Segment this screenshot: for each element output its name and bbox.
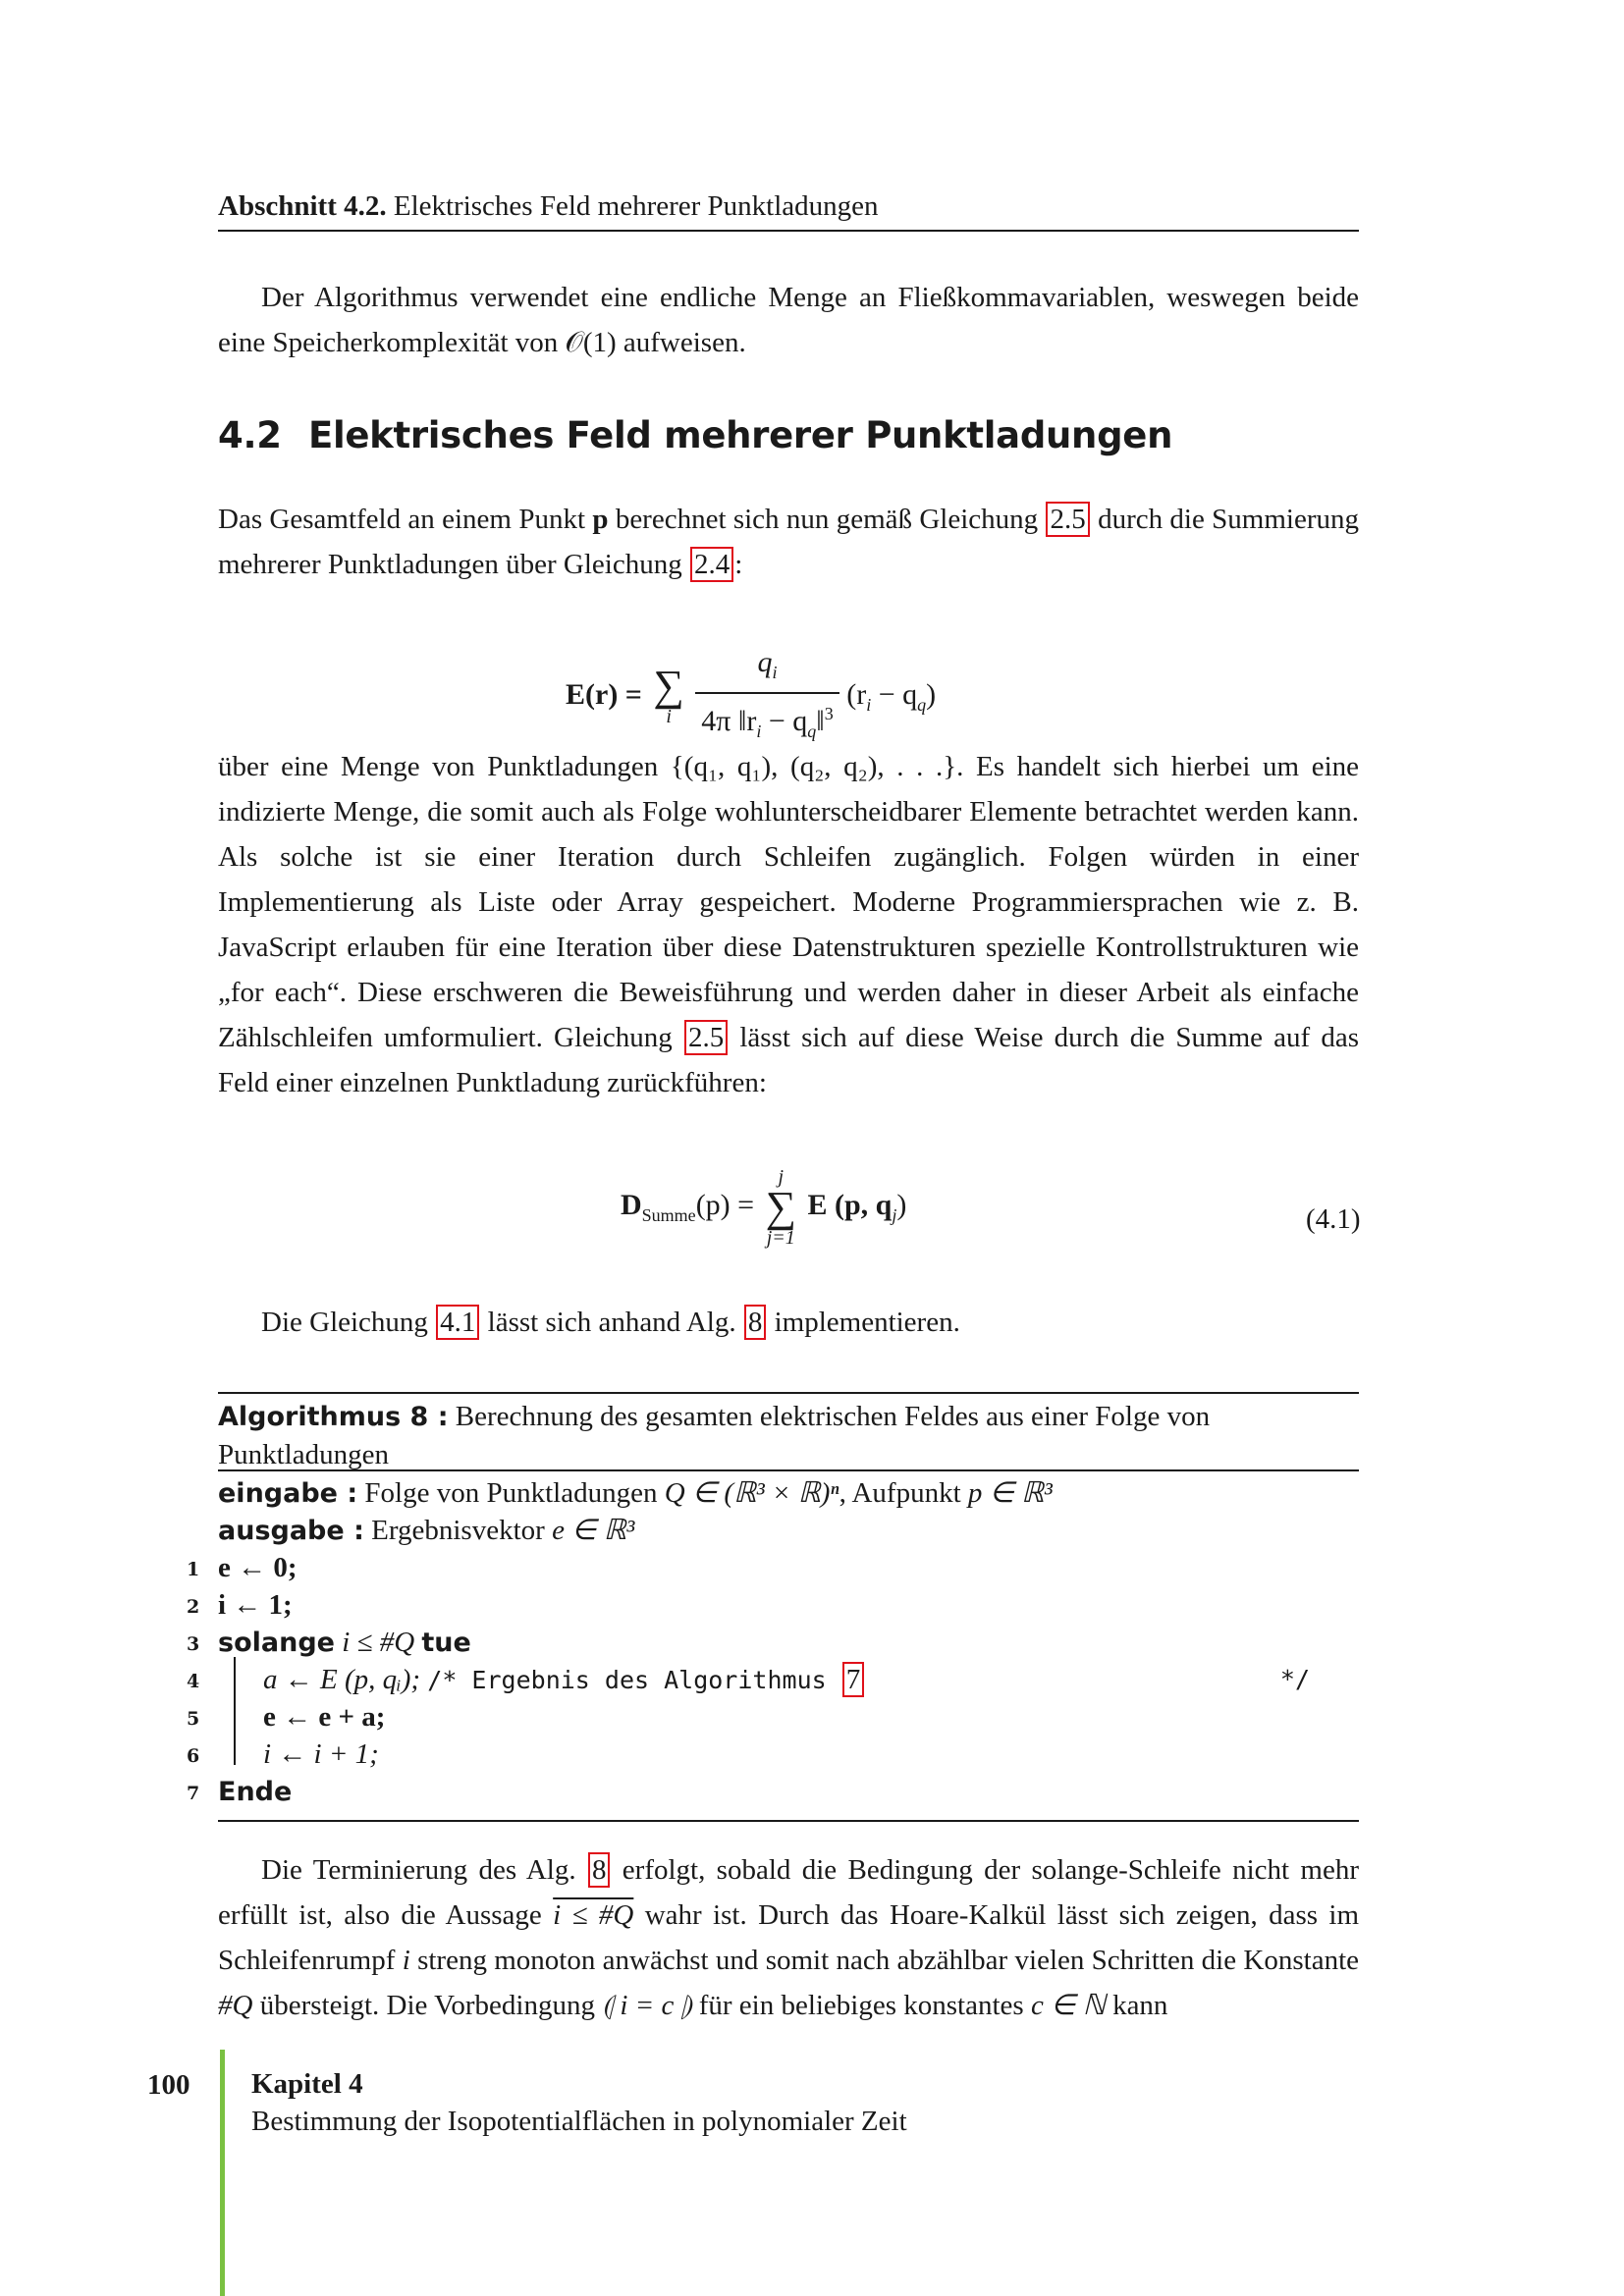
eq2-d-sub: Summe [641,1204,696,1225]
algorithm-input [218,1474,1053,1513]
header-label: Abschnitt 4.2. [218,190,387,222]
eq2-sum [766,1166,796,1249]
para1-math-p: p [592,504,609,535]
keyword-do: tue [421,1628,471,1658]
line-number: 5 [187,1708,200,1730]
eq1-num-sub: i [772,663,778,682]
para1-text-d: : [734,549,743,580]
para1-text-a: Das Gesamtfeld an einem Punkt [218,504,593,535]
line-code: i ← 1; [218,1589,293,1621]
footer-chapter [251,2065,907,2140]
input-keyword: eingabe : [218,1478,358,1509]
algorithm-line [218,1586,293,1624]
comment-end: */ [1279,1665,1310,1693]
intro-paragraph [218,275,1359,365]
output-keyword: ausgabe : [218,1516,364,1546]
equation-number: (4.1) [1306,1203,1361,1235]
algorithm-line [263,1735,379,1773]
line-comment: /* Ergebnis des Algorithmus [427,1666,841,1694]
input-math2: p ∈ ℝ³ [967,1477,1053,1509]
para4-text-c: wahr ist. Durch das Hoare-Kalkül lässt sich zeigen, dass im Schleifenrumpf [218,1899,1359,1976]
para4-text-a: Die Terminierung des Alg. [261,1854,587,1886]
intro-text-b: aufweisen. [616,327,746,358]
paragraph-3 [218,1300,1359,1345]
output-text: Ergebnisvektor [363,1515,553,1546]
keyword-end: Ende [218,1777,293,1807]
intro-math: 𝒪(1) [565,327,617,358]
chapter-title: Bestimmung der Isopotentialflächen in polynomialer Zeit [251,2106,907,2137]
equation-ref-link[interactable]: 2.4 [690,547,733,582]
algorithm-bottom-rule [218,1820,1359,1822]
eq2-rhs-sub: j [892,1204,897,1225]
section-number: 4.2 [218,414,282,456]
line-code: e ← e + a; [263,1701,386,1733]
eq1-fraction [695,643,839,751]
line-code: a ← E (p, qᵢ); [263,1664,428,1695]
eq1-num: q [757,646,773,678]
para4-math: i ≤ #Q [553,1899,634,1931]
line-number: 4 [187,1671,200,1692]
input-text-a: Folge von Punktladungen [357,1477,665,1509]
eq1-den-a: 4π ‖r [701,705,757,737]
algorithm-output [218,1512,634,1550]
algorithm-caption [218,1392,1337,1473]
para1-text-c: durch die Summierung mehrerer Punktladungen über Gleichung [218,504,1360,580]
eq1-rhs-b: − q [871,677,918,711]
eq2-sum-top: j [778,1166,785,1188]
para4-math5: c ∈ ℕ [1030,1990,1106,2021]
algorithm-line [263,1661,1310,1699]
equation-field-sum [566,643,936,751]
para4-text-e: übersteigt. Die Vorbedingung [252,1990,603,2021]
sum-sign: ∑ [653,662,684,710]
para2-text-a: über eine Menge von Punktladungen [218,751,671,782]
eq1-lhs: E(r) = [566,677,642,711]
para3-text-c: implementieren. [767,1307,960,1338]
para3-text-b: lässt sich anhand Alg. [480,1307,743,1338]
header-title: Elektrisches Feld mehrerer Punktladungen [393,190,879,222]
eq1-sum-index: i [666,706,672,727]
section-title: Elektrisches Feld mehrerer Punktladungen [308,414,1173,456]
eq1-den-c: ‖ [816,705,825,737]
line-code: i ← i + 1; [263,1738,379,1770]
algorithm-line [218,1773,292,1811]
para1-text-b: berechnet sich nun gemäß Gleichung [608,504,1046,535]
line-number: 6 [187,1745,200,1767]
section-heading [218,414,1172,456]
eq1-den-b: − q [761,705,808,737]
para4-text-b: erfolgt, sobald die Bedingung der solange-Schleife nicht mehr erfüllt ist, also die Aussage [218,1854,1360,1931]
algorithm-caption-text: Berechnung des gesamten elektrischen Feldes aus einer Folge von Punktladungen [218,1401,1211,1470]
loop-body-bar [234,1657,236,1765]
sum-sign: ∑ [765,1183,796,1231]
page-number: 100 [147,2069,190,2101]
para4-math2: i [402,1945,410,1976]
equation-sum-field [621,1166,906,1249]
eq1-den-exp: 3 [824,704,834,723]
algorithm-line [218,1549,298,1586]
chapter-label: Kapitel 4 [251,2068,363,2100]
para2-math-set: {(q₁, q₁), (q₂, q₂), . . .} [670,751,957,782]
para4-math3: #Q [218,1990,253,2021]
running-header [218,187,1359,232]
para4-text-d: streng monoton anwächst und somit nach abzählbar vielen Schritten die Konstante [409,1945,1360,1976]
eq1-rhs-a: (r [846,677,867,711]
para2-text-b: . Es handelt sich hierbei um eine indizierte Menge, die somit auch als Folge wohlunterscheidbarer Elemente betrachtet werden kann. Als solche ist sie einer Iteration durch Schleifen zugänglich. Folgen würden in einer Implementierung als Liste oder Array gespeichert. Moderne Programmiersprachen wie z. B. JavaScript erlauben für eine Iteration über diese Datenstrukturen spezielle Kontrollstrukturen wie „for each“. Diese erschweren die Beweisführung und werden daher in dieser Arbeit als einfache Zählschleifen umformuliert. Gleichung [218,751,1359,1053]
footer-accent-bar [220,2050,225,2296]
intro-text-a: Der Algorithmus verwendet eine endliche Menge an Fließkommavariablen, weswegen beide eine Speicherkomplexität von [218,282,1359,358]
eq1-rhs-c: ) [926,677,937,711]
para4-math4: ⦇ i = c ⦈ [602,1990,692,2021]
para4-text-g: kann [1105,1990,1168,2021]
line-number: 1 [187,1559,200,1580]
line-code: e ← 0; [218,1552,298,1583]
input-text-b: , Aufpunkt [839,1477,968,1509]
paragraph-1 [218,497,1359,587]
para3-text-a: Die Gleichung [261,1307,436,1338]
eq1-rhs-sub: i [866,694,872,715]
equation-ref-link[interactable]: 2.5 [1046,502,1089,537]
algorithm-ref-link[interactable]: 7 [842,1662,865,1697]
paragraph-2 [218,744,1359,1105]
paragraph-4 [218,1847,1359,2028]
algorithm-line [263,1698,385,1735]
input-math: Q ∈ (ℝ³ × ℝ)ⁿ [664,1477,839,1509]
output-math: e ∈ ℝ³ [552,1515,635,1546]
eq2-d: D [621,1188,642,1221]
para2-text-c: lässt sich auf diese Weise durch die Summe auf das Feld einer einzelnen Punktladung zurückführen: [218,1022,1359,1098]
eq2-rhs-close: ) [896,1188,907,1221]
algorithm-mid-rule [218,1469,1359,1471]
keyword-while: solange [218,1628,335,1658]
eq1-rhs-sub2: q [917,694,927,715]
line-number: 3 [187,1633,200,1655]
eq1-sum [653,662,684,727]
eq1-den-sub2: q [807,721,817,741]
algorithm-ref-link[interactable]: 8 [744,1305,767,1340]
line-number: 2 [187,1596,200,1618]
eq2-rhs: E (p, q [807,1188,893,1221]
eq2-sum-bottom: j=1 [766,1227,795,1249]
algorithm-label: Algorithmus 8 : [218,1402,449,1432]
equation-ref-link[interactable]: 4.1 [436,1305,479,1340]
equation-ref-link[interactable]: 2.5 [684,1020,728,1055]
eq2-lhs: (p) = [695,1188,755,1221]
algorithm-line [218,1624,471,1662]
para4-text-f: für ein beliebiges konstantes [691,1990,1031,2021]
eq1-den-sub: i [756,721,762,741]
line-number: 7 [187,1783,200,1804]
algorithm-ref-link[interactable]: 8 [588,1852,611,1888]
line-code: i ≤ #Q [334,1627,422,1658]
